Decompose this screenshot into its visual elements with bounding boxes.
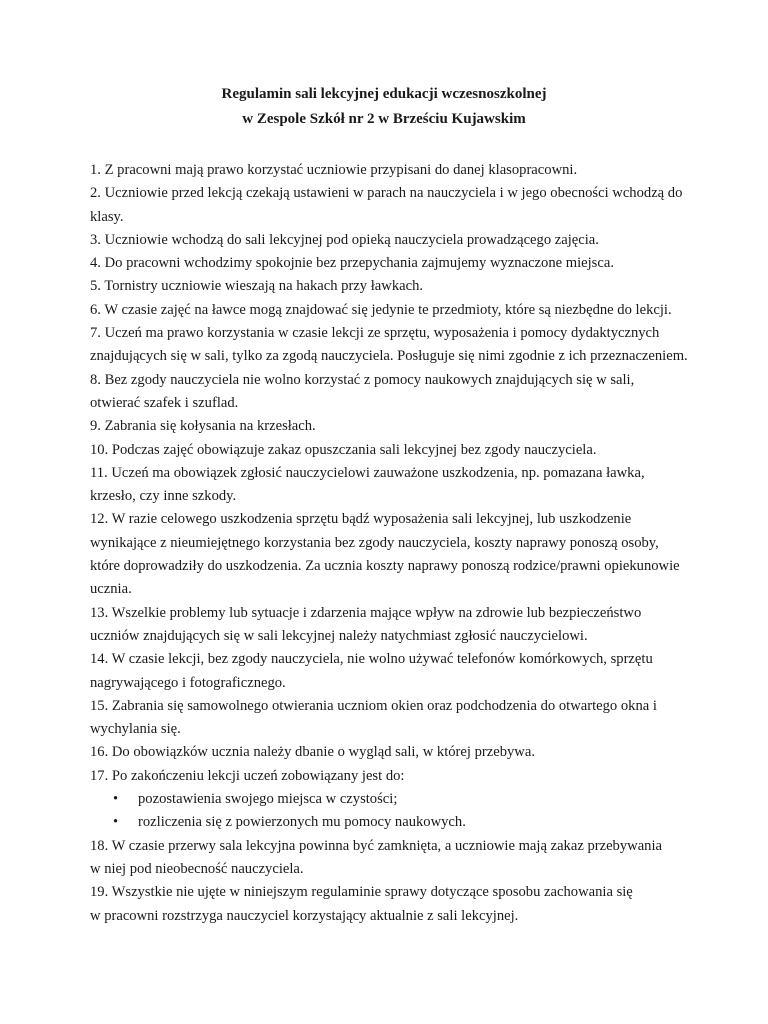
rule-line: 4. Do pracowni wchodzimy spokojnie bez przepychania zajmujemy wyznaczone miejsca.: [90, 255, 614, 272]
document-title: Regulamin sali lekcyjnej edukacji wczesnoszkolnej: [221, 86, 547, 102]
rule-line: 13. Wszelkie problemy lub sytuacje i zdarzenia mające wpływ na zdrowie lub bezpieczeństwo: [90, 604, 642, 621]
rule-line: 5. Tornistry uczniowie wieszają na hakach przy ławkach.: [90, 278, 424, 295]
rule-line: 10. Podczas zajęć obowiązuje zakaz opuszczania sali lekcyjnej bez zgody nauczyciela.: [90, 441, 597, 458]
document-subtitle: w Zespole Szkół nr 2 w Brześciu Kujawskim: [242, 111, 526, 127]
rule-line: 9. Zabrania się kołysania na krzesłach.: [90, 418, 316, 435]
rule-line: 15. Zabrania się samowolnego otwierania uczniom okien oraz podchodzenia do otwartego okna i: [90, 697, 657, 714]
rule-line: 8. Bez zgody nauczyciela nie wolno korzystać z pomocy naukowych znajdujących się w sali,: [90, 371, 635, 388]
rule-line: krzesło, czy inne szkody.: [90, 488, 237, 505]
rule-line: znajdujących się w sali, tylko za zgodą nauczyciela. Posługuje się nimi zgodnie z ich przeznaczeniem.: [90, 348, 688, 365]
rule-line: w pracowni rozstrzyga nauczyciel korzystający aktualnie z sali lekcyjnej.: [90, 907, 519, 924]
rule-line: w niej pod nieobecność nauczyciela.: [90, 860, 304, 877]
rule-line: 19. Wszystkie nie ujęte w niniejszym regulaminie sprawy dotyczące sposobu zachowania się: [90, 884, 633, 901]
bullet-text: rozliczenia się z powierzonych mu pomocy naukowych.: [138, 814, 466, 831]
rule-line: 3. Uczniowie wchodzą do sali lekcyjnej pod opieką nauczyciela prowadzącego zajęcia.: [90, 231, 599, 248]
rule-line: 2. Uczniowie przed lekcją czekają ustawieni w parach na nauczyciela i w jego obecności wchodzą do: [90, 185, 683, 202]
rule-line: 6. W czasie zajęć na ławce mogą znajdować się jedynie te przedmioty, które są niezbędne do lekcji.: [90, 301, 672, 318]
rule-line: 17. Po zakończeniu lekcji uczeń zobowiązany jest do:: [90, 767, 405, 784]
rule-line: 14. W czasie lekcji, bez zgody nauczyciela, nie wolno używać telefonów komórkowych, sprzętu: [90, 651, 653, 668]
rule-line: wychylania się.: [90, 721, 181, 738]
bullet-list-item: [90, 788, 710, 811]
rule-line: 16. Do obowiązków ucznia należy dbanie o wygląd sali, w której przebywa.: [90, 744, 535, 761]
rule-line: które doprowadziły do uszkodzenia. Za ucznia koszty naprawy ponoszą rodzice/prawni opiekunowie: [90, 558, 680, 575]
rule-line: uczniów znajdujących się w sali lekcyjnej należy natychmiast zgłosić nauczycielowi.: [90, 627, 588, 644]
rules-list: [90, 159, 710, 928]
bullet-list-item: [90, 811, 710, 834]
rule-line: otwierać szafek i szuflad.: [90, 394, 239, 411]
rule-line: 18. W czasie przerwy sala lekcyjna powinna być zamknięta, a uczniowie mają zakaz przebywania: [90, 837, 662, 854]
bullet-text: pozostawienia swojego miejsca w czystości;: [138, 791, 398, 808]
bullet-icon: •: [113, 791, 119, 808]
rule-line: 11. Uczeń ma obowiązek zgłosić nauczycielowi zauważone uszkodzenia, np. pomazana ławka,: [90, 464, 645, 481]
rule-line: 7. Uczeń ma prawo korzystania w czasie lekcji ze sprzętu, wyposażenia i pomocy dydaktycznych: [90, 325, 660, 342]
rule-line: ucznia.: [90, 581, 132, 598]
bullet-icon: •: [113, 814, 119, 831]
rule-line: klasy.: [90, 208, 124, 225]
rule-line: nagrywającego i fotograficznego.: [90, 674, 286, 691]
rule-line: wynikające z nieumiejętnego korzystania bez zgody nauczyciela, koszty naprawy ponoszą osoby,: [90, 534, 659, 551]
rule-line: 12. W razie celowego uszkodzenia sprzętu bądź wyposażenia sali lekcyjnej, lub uszkodzenie: [90, 511, 632, 528]
rule-line: 1. Z pracowni mają prawo korzystać uczniowie przypisani do danej klasopracowni.: [90, 162, 578, 178]
